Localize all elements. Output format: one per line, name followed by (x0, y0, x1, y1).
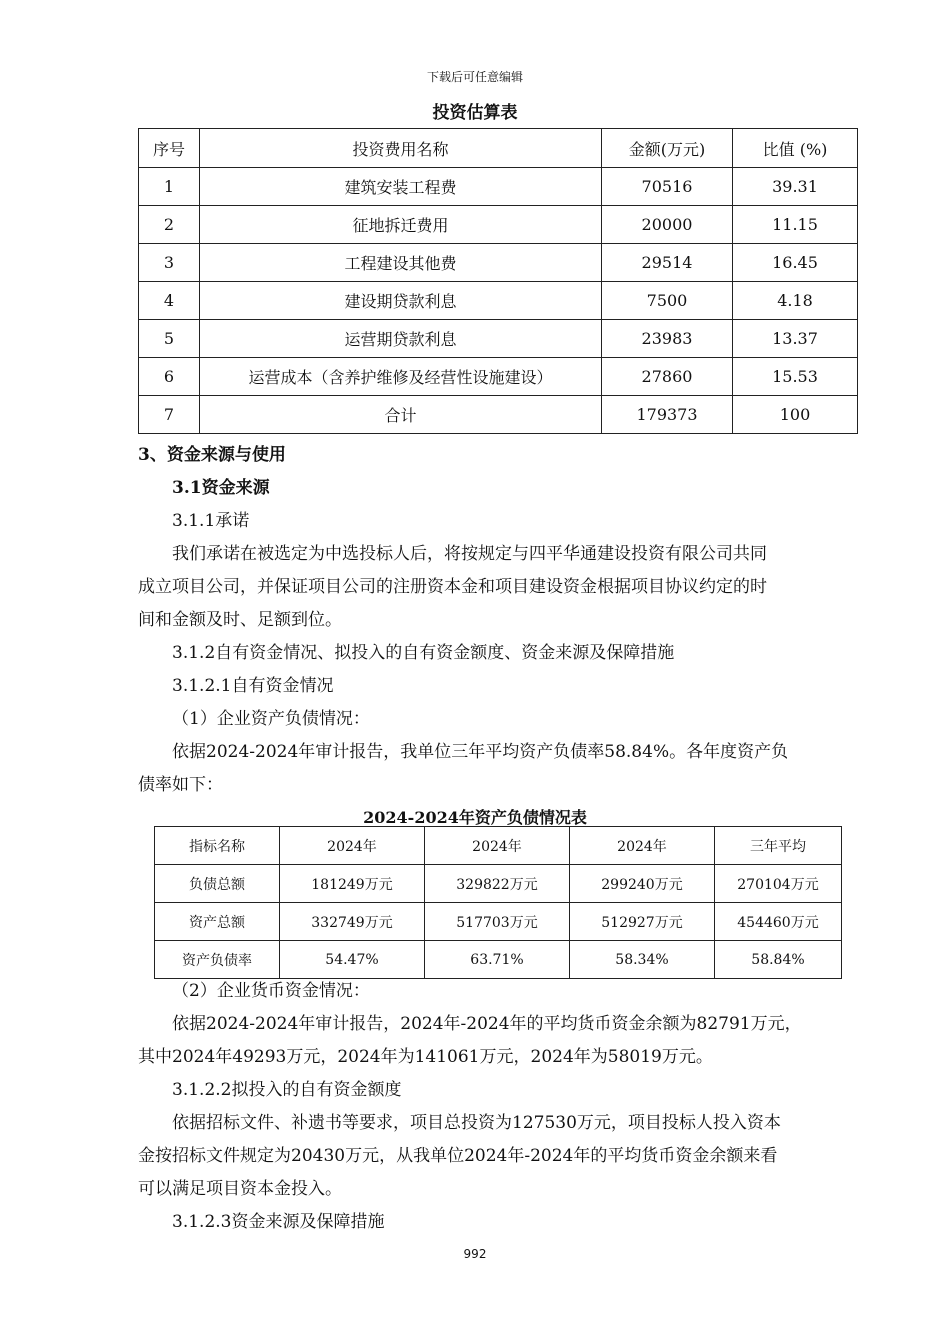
table-header-row (155, 827, 842, 865)
table-cell: 工程建设其他费 (200, 244, 602, 282)
table-cell: 7 (139, 396, 200, 434)
table-cell: 181249万元 (280, 865, 425, 903)
table-cell: 39.31 (733, 168, 858, 206)
header-cell: 2024年 (570, 827, 715, 865)
header-cell: 2024年 (425, 827, 570, 865)
table-cell: 负债总额 (155, 865, 280, 903)
header-cell: 2024年 (280, 827, 425, 865)
table-cell: 58.34% (570, 941, 715, 979)
subsection-heading: 3.1.1承诺 (172, 511, 250, 531)
header-cell: 序号 (139, 129, 200, 168)
table-cell: 16.45 (733, 244, 858, 282)
subsection-heading: 3.1.2.3资金来源及保障措施 (172, 1212, 385, 1232)
table-header-row (139, 129, 858, 168)
table-cell: 27860 (602, 358, 733, 396)
table-row (139, 320, 858, 358)
table-cell: 4 (139, 282, 200, 320)
table-row (139, 282, 858, 320)
table-row (139, 168, 858, 206)
balance-table-title: 2024-2024年资产负债情况表 (363, 808, 587, 827)
page-number: 992 (463, 1247, 487, 1261)
table-cell: 征地拆迁费用 (200, 206, 602, 244)
table-cell: 运营成本（含养护维修及经营性设施建设） (200, 358, 602, 396)
table-cell: 6 (139, 358, 200, 396)
table-cell: 100 (733, 396, 858, 434)
table-cell: 4.18 (733, 282, 858, 320)
paragraph-line: 其中2024年49293万元，2024年为141061万元，2024年为58019万元。 (138, 1047, 713, 1067)
table-cell: 23983 (602, 320, 733, 358)
header-cell: 三年平均 (715, 827, 842, 865)
table-cell: 70516 (602, 168, 733, 206)
header-cell: 指标名称 (155, 827, 280, 865)
subsection-heading: 3.1.2.1自有资金情况 (172, 676, 334, 696)
paragraph-line: 成立项目公司，并保证项目公司的注册资本金和项目建设资金根据项目协议约定的时 (138, 577, 767, 597)
paragraph-line: 可以满足项目资本金投入。 (138, 1179, 342, 1199)
table-cell: 517703万元 (425, 903, 570, 941)
paragraph-line: 依据招标文件、补遗书等要求，项目总投资为127530万元，项目投标人投入资本 (172, 1113, 781, 1133)
table-row (139, 358, 858, 396)
table-cell: 资产负债率 (155, 941, 280, 979)
table-cell: 7500 (602, 282, 733, 320)
table-cell: 15.53 (733, 358, 858, 396)
table-cell: 建筑安装工程费 (200, 168, 602, 206)
paragraph-line: 债率如下： (138, 775, 223, 795)
paragraph-line: 依据2024-2024年审计报告，2024年-2024年的平均货币资金余额为82791万元， (172, 1014, 802, 1034)
table-cell: 270104万元 (715, 865, 842, 903)
investment-estimate-table (138, 128, 858, 434)
table-cell: 54.47% (280, 941, 425, 979)
table-cell: 13.37 (733, 320, 858, 358)
section-heading: 3、资金来源与使用 (138, 445, 286, 465)
header-note: 下载后可任意编辑 (426, 70, 523, 84)
table-row (139, 396, 858, 434)
table-cell: 运营期贷款利息 (200, 320, 602, 358)
investment-table-title: 投资估算表 (432, 103, 518, 123)
table-cell: 11.15 (733, 206, 858, 244)
header-cell: 比值 (%) (733, 129, 858, 168)
item-heading: （1）企业资产负债情况： (172, 709, 370, 729)
table-cell: 20000 (602, 206, 733, 244)
table-cell: 合计 (200, 396, 602, 434)
table-cell: 63.71% (425, 941, 570, 979)
table-cell: 3 (139, 244, 200, 282)
table-cell: 179373 (602, 396, 733, 434)
paragraph-line: 依据2024-2024年审计报告，我单位三年平均资产负债率58.84%。各年度资产负 (172, 742, 789, 762)
table-cell: 299240万元 (570, 865, 715, 903)
header-cell: 金额(万元) (602, 129, 733, 168)
table-row (139, 244, 858, 282)
table-cell: 454460万元 (715, 903, 842, 941)
subsection-heading: 3.1.2自有资金情况、拟投入的自有资金额度、资金来源及保障措施 (172, 643, 675, 663)
subsection-heading: 3.1资金来源 (172, 478, 270, 498)
paragraph-line: 我们承诺在被选定为中选投标人后，将按规定与四平华通建设投资有限公司共同 (172, 544, 767, 564)
table-cell: 5 (139, 320, 200, 358)
table-cell: 329822万元 (425, 865, 570, 903)
table-row (155, 903, 842, 941)
table-cell: 332749万元 (280, 903, 425, 941)
table-cell: 1 (139, 168, 200, 206)
item-heading: （2）企业货币资金情况： (172, 981, 370, 1001)
table-cell: 58.84% (715, 941, 842, 979)
header-cell: 投资费用名称 (200, 129, 602, 168)
balance-sheet-table (154, 826, 842, 979)
table-cell: 29514 (602, 244, 733, 282)
table-cell: 512927万元 (570, 903, 715, 941)
table-cell: 2 (139, 206, 200, 244)
table-row (155, 865, 842, 903)
subsection-heading: 3.1.2.2拟投入的自有资金额度 (172, 1080, 402, 1100)
table-cell: 资产总额 (155, 903, 280, 941)
table-row (155, 941, 842, 979)
paragraph-line: 间和金额及时、足额到位。 (138, 610, 342, 630)
paragraph-line: 金按招标文件规定为20430万元，从我单位2024年-2024年的平均货币资金余额来看 (138, 1146, 778, 1166)
table-cell: 建设期贷款利息 (200, 282, 602, 320)
table-row (139, 206, 858, 244)
